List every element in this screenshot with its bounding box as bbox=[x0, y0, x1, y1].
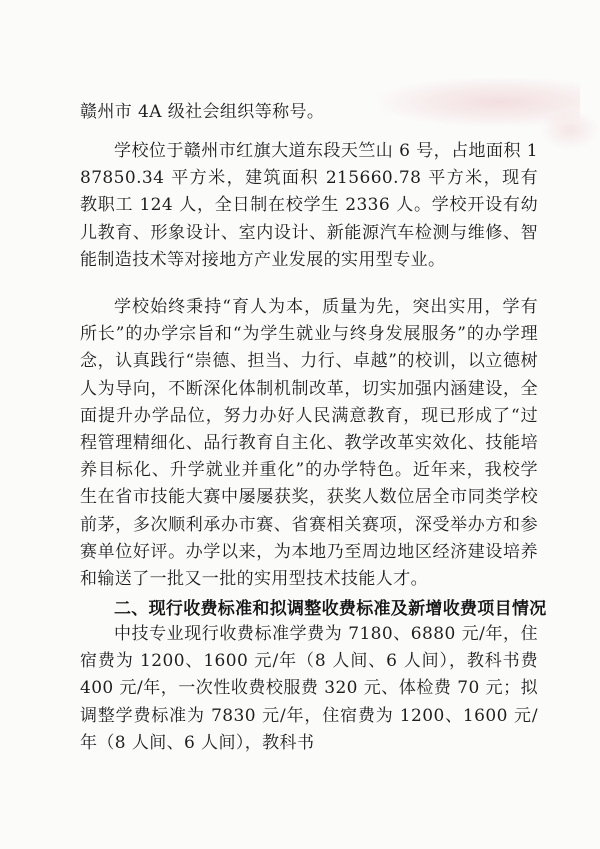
paragraph-award-continuation: 赣州市 4A 级社会组织等称号。 bbox=[80, 102, 325, 122]
paragraph-fee-standards: 中技专业现行收费标准学费为 7180、6880 元/年，住宿费为 1200、1600 元/年（8 人间、6 人间），教科书费 400 元/年，一次性收费校服费 320 元、体检费 70 元；拟调整学费标准为 7830 元/年，住宿费为 1200、1600 元/年（8 人间、6 人间），教科书 bbox=[80, 624, 538, 753]
seal-stamp-bleed-edge bbox=[540, 110, 600, 150]
section-heading-fees: 二、现行收费标准和拟调整收费标准及新增收费项目情况 bbox=[114, 599, 547, 619]
paragraph-school-philosophy: 学校始终秉持“育人为本，质量为先，突出实用，学有所长”的办学宗旨和“为学生就业与终身发展服务”的办学理念，认真践行“崇德、担当、力行、卓越”的校训，以立德树人为导向，不断深化体制机制改革，切实加强内涵建设，全面提升办学品位，努力办好人民满意教育，现已形成了“过程管理精细化、品行教育自主化、教学改革实效化、技能培养目标化、升学就业并重化”的办学特色。近年来，我校学生在省市技能大赛中屡屡获奖，获奖人数位居全市同类学校前茅，多次顺利承办市赛、省赛相关赛项，深受举办方和参赛单位好评。办学以来，为本地乃至周边地区经济建设培养和输送了一批又一批的实用型技术技能人才。 bbox=[80, 297, 538, 590]
paragraph-school-overview: 学校位于赣州市红旗大道东段天竺山 6 号，占地面积 187850.34 平方米，建筑面积 215660.78 平方米，现有教职工 124 人，全日制在校学生 2336 人。学校开设有幼儿教育、形象设计、室内设计、新能源汽车检测与维修、智能制造技术等对接地方产业发展的实用型专业。 bbox=[80, 141, 538, 270]
